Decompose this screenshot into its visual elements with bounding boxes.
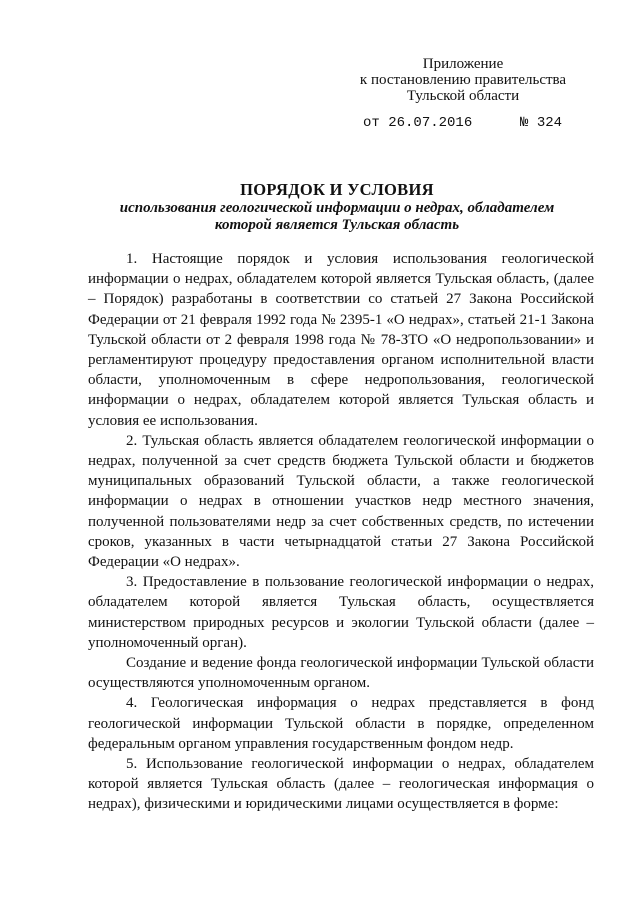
paragraph-4: 4. Геологическая информация о недрах представляется в фонд геологической информации Тульской области в порядке, определенном федеральным органом управления государственным фондом недр. <box>88 695 594 752</box>
document-title <box>80 180 594 234</box>
paragraph-5: 5. Использование геологической информации о недрах, обладателем которой является Тульская область (далее – геологическая информация о недрах), физическими и юридическими лицами осуществляется в форме: <box>88 756 594 813</box>
appendix-line-2: к постановлению правительства <box>359 72 567 88</box>
title-subtitle-line-1: использования геологической информации о недрах, обладателем <box>119 200 555 216</box>
title-subtitle-line-2: которой является Тульская область <box>214 217 460 233</box>
appendix-line-1: Приложение <box>422 56 504 72</box>
document-number-wrap <box>520 115 562 131</box>
document-date: 26.07.2016 <box>388 115 473 131</box>
document-date-number <box>363 115 573 131</box>
appendix-line-3: Тульской области <box>406 88 520 104</box>
paragraph-3: 3. Предоставление в пользование геологической информации о недрах, обладателем которой является Тульская область, осуществляется министерством природных ресурсов и экологии Тульской области (далее – уполномоченный орган). <box>88 574 594 651</box>
paragraph-2: 2. Тульская область является обладателем геологической информации о недрах, полученной за счет средств бюджета Тульской области и бюджетов муниципальных образований Тульской области, а также геологической информации о недрах в отношении участков недр местного значения, полученной пользователями недр за счет собственных средств, по истечении сроков, указанных в части четырнадцатой статьи 27 Закона Российской Федерации «О недрах». <box>88 432 594 571</box>
number-label: № <box>520 115 529 131</box>
title-main: ПОРЯДОК И УСЛОВИЯ <box>240 180 434 199</box>
appendix-header <box>348 56 578 104</box>
paragraph-1: 1. Настоящие порядок и условия использования геологической информации о недрах, обладателем которой является Тульская область, (далее – Порядок) разработаны в соответствии со статьей 27 Закона Российской Федерации от 21 февраля 1992 года № 2395-1 «О недрах», статьей 21-1 Закона Тульской области от 2 февраля 1998 года № 78-ЗТО «О недропользовании» и регламентируют процедуру предоставления органом исполнительной власти области, уполномоченным в сфере недропользования, геологической информации о недрах, обладателем которой является Тульская область и условия ее использования. <box>88 251 594 429</box>
document-number: 324 <box>536 115 563 131</box>
from-label: от <box>363 115 380 131</box>
paragraph-3-continued: Создание и ведение фонда геологической информации Тульской области осуществляются уполномоченным органом. <box>88 655 594 692</box>
document-body <box>88 249 594 815</box>
